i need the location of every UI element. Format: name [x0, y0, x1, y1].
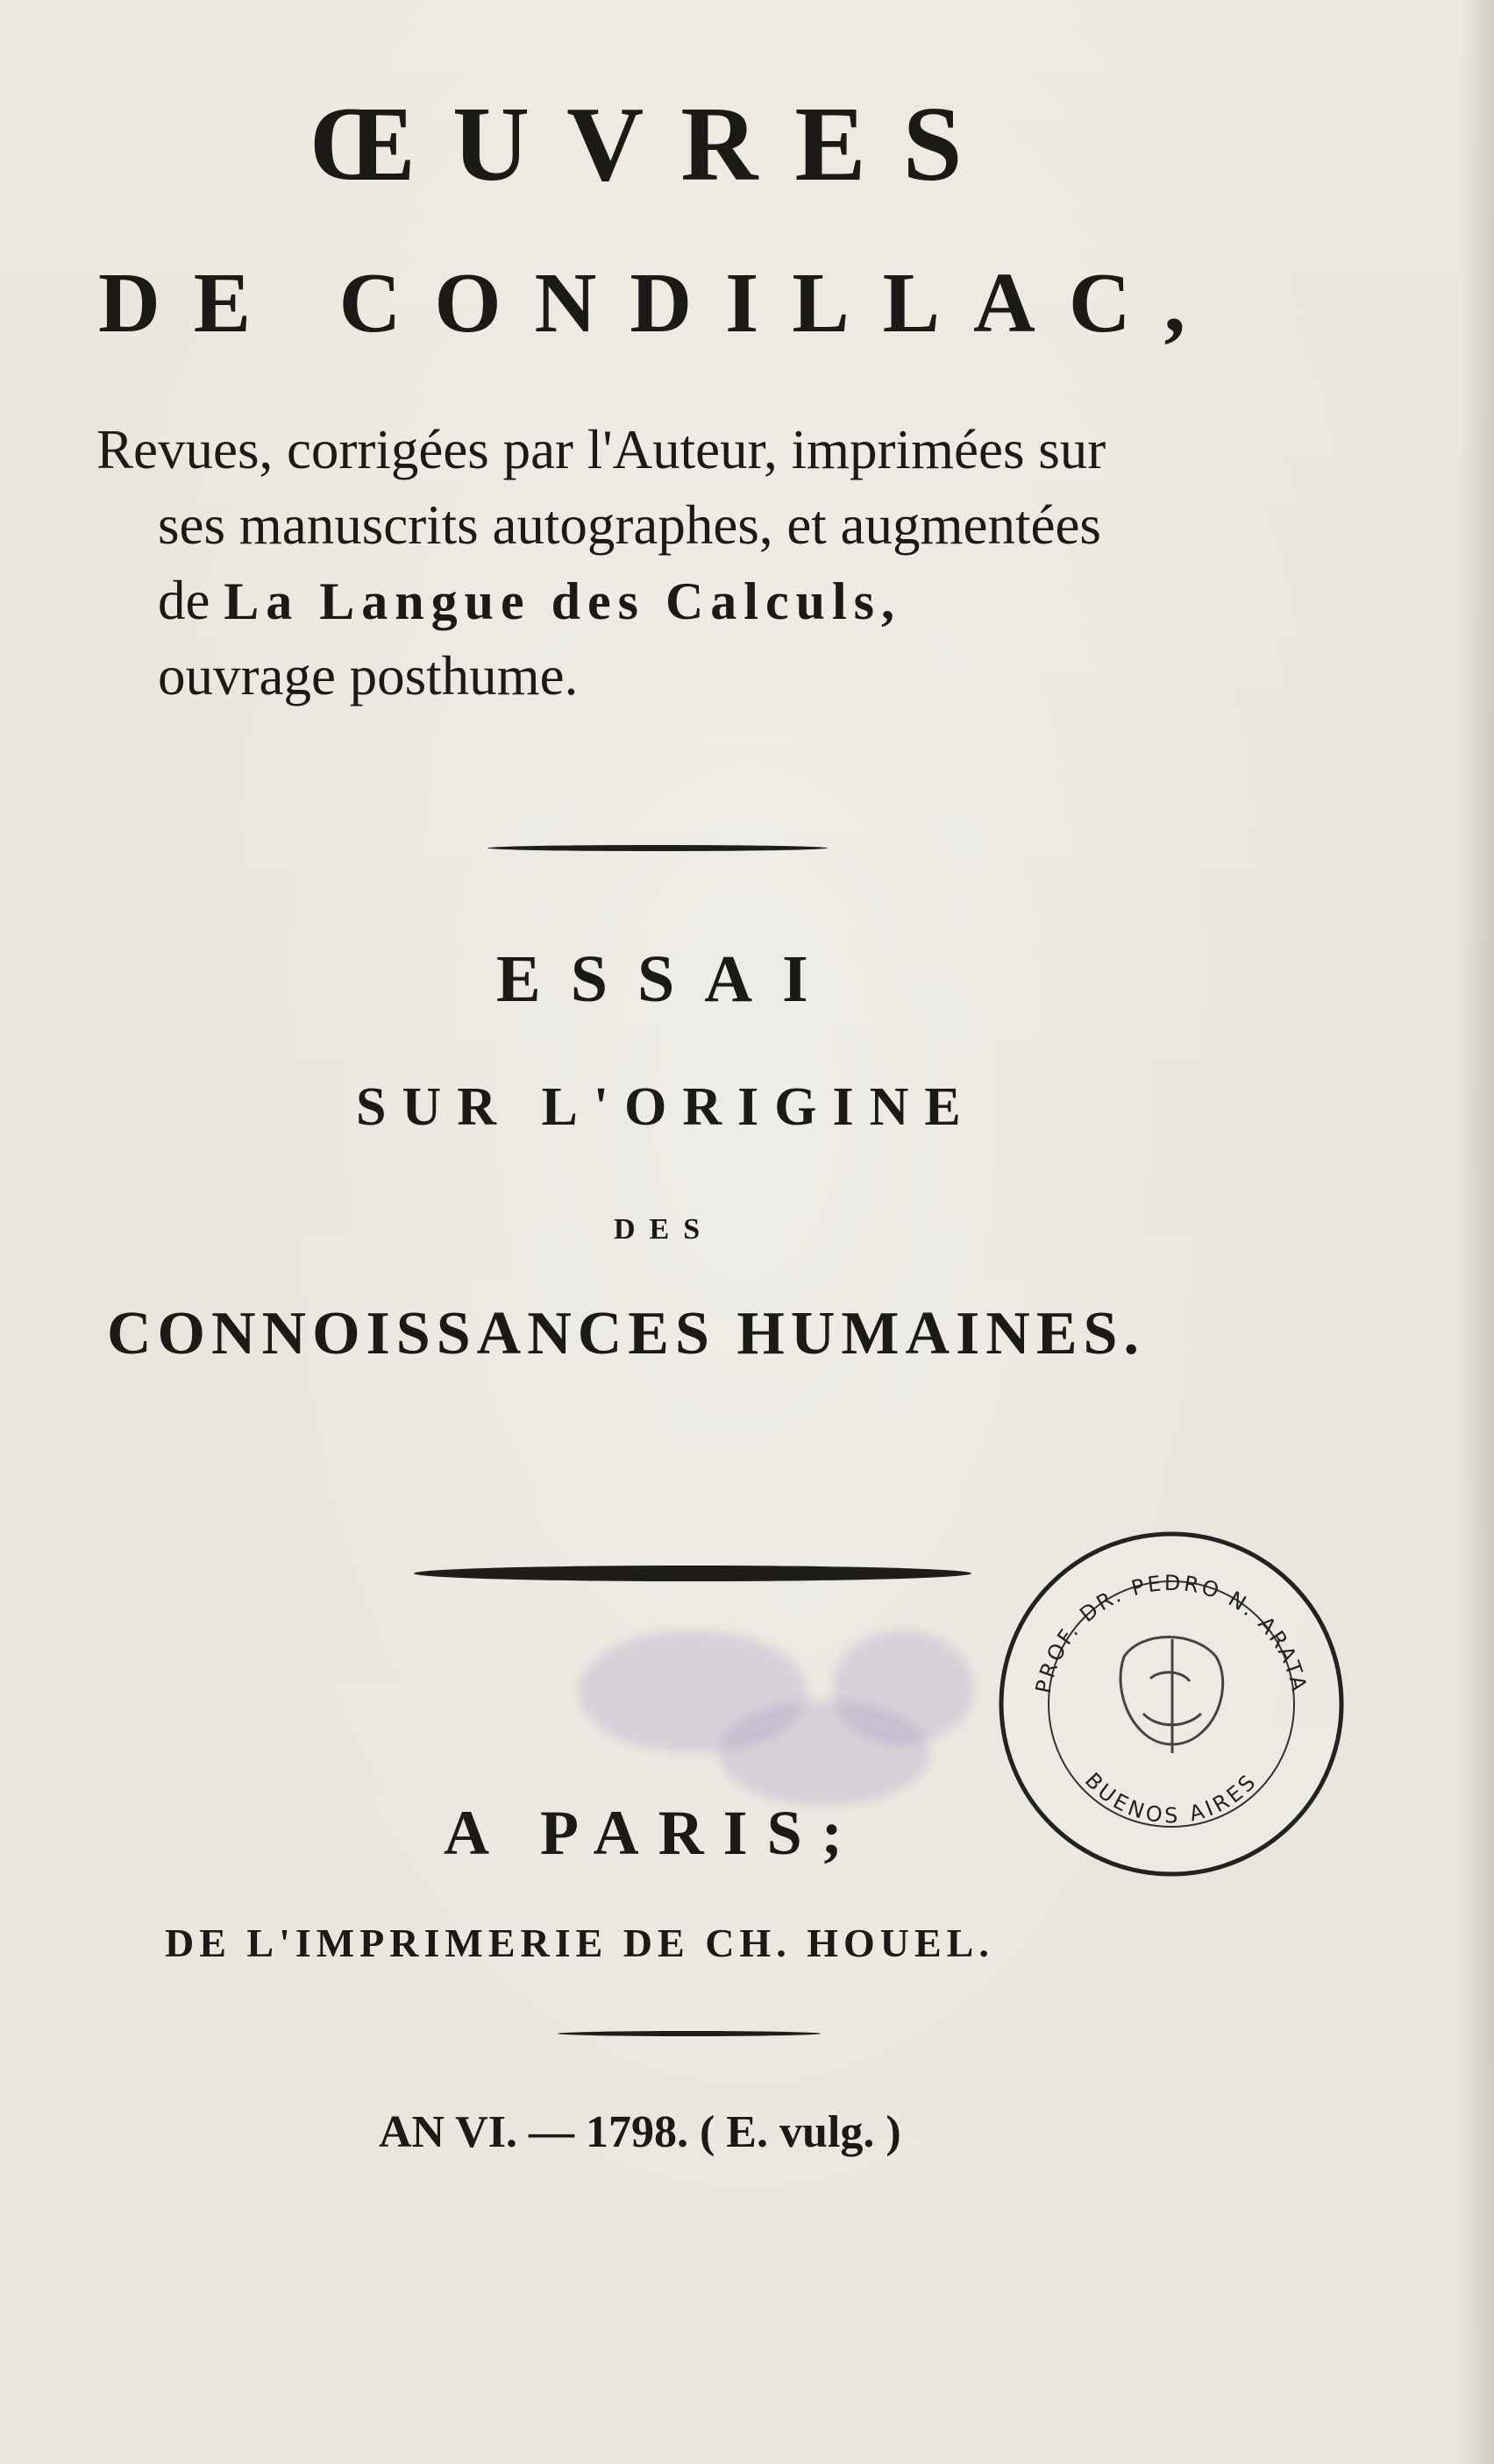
- stamp-bottom-text: BUENOS AIRES: [1079, 1767, 1263, 1828]
- subtitle-line-3: [158, 563, 1315, 639]
- page-edge-shadow: [1461, 0, 1494, 2464]
- work-title-essai: ESSAI: [496, 942, 838, 1016]
- library-stamp: [992, 1525, 1350, 1883]
- divider-rule-small: [558, 2031, 821, 2036]
- imprint-printer: DE L'IMPRIMERIE DE CH. HOUEL.: [165, 1921, 994, 1965]
- subtitle-line-2: ses manuscrits autographes, et augmentées: [158, 494, 1101, 556]
- work-title-sur-origine: SUR L'ORIGINE: [356, 1077, 977, 1137]
- subtitle-line-4: ouvrage posthume.: [158, 645, 579, 707]
- divider-rule-thick: [414, 1566, 971, 1581]
- title-line-2: DE CONDILLAC,: [98, 256, 1220, 351]
- subtitle-line-3-prefix: de: [158, 570, 224, 631]
- ink-stain: [833, 1630, 973, 1744]
- work-title-des: DES: [614, 1213, 715, 1246]
- title-line-1: ŒUVRES: [309, 85, 1000, 203]
- subtitle-line-1: Revues, corrigées par l'Auteur, imprimées sur: [96, 419, 1106, 480]
- divider-rule: [487, 845, 828, 851]
- imprint-date: AN VI. — 1798. ( E. vulg. ): [379, 2107, 901, 2157]
- imprint-place: A PARIS;: [444, 1798, 862, 1868]
- stamp-top-text: PROF. DR. PEDRO N. ARATA: [1030, 1570, 1313, 1696]
- work-title-connoissances: CONNOISSANCES HUMAINES.: [107, 1300, 1145, 1367]
- subtitle-work-title: La Langue des Calculs,: [224, 572, 901, 630]
